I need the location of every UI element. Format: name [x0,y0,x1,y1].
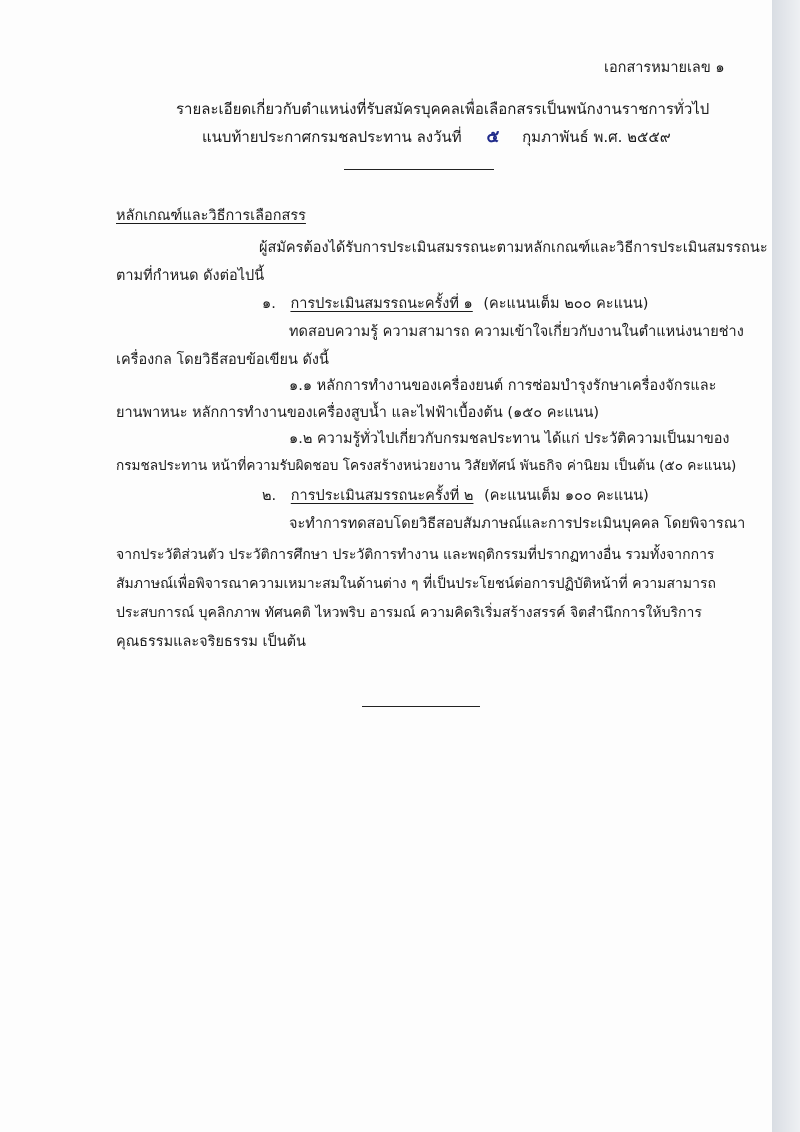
closing-divider [362,706,480,707]
item1-score: (คะแนนเต็ม ๒๐๐ คะแนน) [483,296,649,312]
title-prefix: แนบท้ายประกาศกรมชลประทาน ลงวันที่ [202,128,462,146]
intro-line1: ผู้สมัครต้องได้รับการประเมินสมรรถนะตามหลักเกณฑ์และวิธีการประเมินสมรรถนะ [259,240,768,256]
item1-heading: การประเมินสมรรถนะครั้งที่ ๑ [290,296,473,312]
title-suffix: กุมภาพันธ์ พ.ศ. ๒๕๕๙ [522,128,671,146]
item1-sub1-line2: ยานพาหนะ หลักการทำงานของเครื่องสูบน้ำ และไฟฟ้าเบื้องต้น (๑๕๐ คะแนน) [116,405,600,421]
item1-sub2-line1: ๑.๒ ความรู้ทั่วไปเกี่ยวกับกรมชลประทาน ได้แก่ ประวัติความเป็นมาของ [289,431,730,447]
document-number: เอกสารหมายเลข ๑ [604,60,725,76]
item2-line1: จะทำการทดสอบโดยวิธีสอบสัมภาษณ์และการประเมินบุคคล โดยพิจารณา [289,516,746,532]
item2-line4: ประสบการณ์ บุคลิกภาพ ทัศนคติ ไหวพริบ อารมณ์ ความคิดริเริ่มสร้างสรรค์ จิตสำนึกการให้บริการ [116,605,702,621]
section-heading: หลักเกณฑ์และวิธีการเลือกสรร [116,208,306,224]
item2-line2: จากประวัติส่วนตัว ประวัติการศึกษา ประวัติการทำงาน และพฤติกรรมที่ปรากฏทางอื่น รวมทั้งจากการ [116,547,715,563]
item2-number: ๒. [262,488,277,504]
item2-heading-row [262,486,649,506]
document-title-line1: รายละเอียดเกี่ยวกับตำแหน่งที่รับสมัครบุคคลเพื่อเลือกสรรเป็นพนักงานราชการทั่วไป [176,100,710,118]
intro-line2: ตามที่กำหนด ดังต่อไปนี้ [116,268,265,284]
item1-number: ๑. [262,296,276,312]
item2-line3: สัมภาษณ์เพื่อพิจารณาความเหมาะสมในด้านต่าง ๆ ที่เป็นประโยชน์ต่อการปฏิบัติหน้าที่ ความสามารถ [116,576,716,592]
document-title-line2 [202,127,671,147]
item1-desc-line1: ทดสอบความรู้ ความสามารถ ความเข้าใจเกี่ยวกับงานในตำแหน่งนายช่าง [289,324,744,340]
item1-sub1-line1: ๑.๑ หลักการทำงานของเครื่องยนต์ การซ่อมบำรุงรักษาเครื่องจักรและ [289,378,717,394]
item1-heading-row [262,294,648,314]
scan-edge [772,0,800,1132]
item2-line5: คุณธรรมและจริยธรรม เป็นต้น [116,634,306,650]
item1-desc-line2: เครื่องกล โดยวิธีสอบข้อเขียน ดังนี้ [116,352,329,368]
item2-score: (คะแนนเต็ม ๑๐๐ คะแนน) [484,488,649,504]
item1-sub2-line2: กรมชลประทาน หน้าที่ความรับผิดชอบ โครงสร้างหน่วยงาน วิสัยทัศน์ พันธกิจ ค่านิยม เป็นต้น (๕๐ คะแนน) [116,458,737,474]
item2-heading: การประเมินสมรรถนะครั้งที่ ๒ [290,488,474,504]
handwritten-day: ๕ [486,127,500,147]
title-divider [344,169,494,170]
